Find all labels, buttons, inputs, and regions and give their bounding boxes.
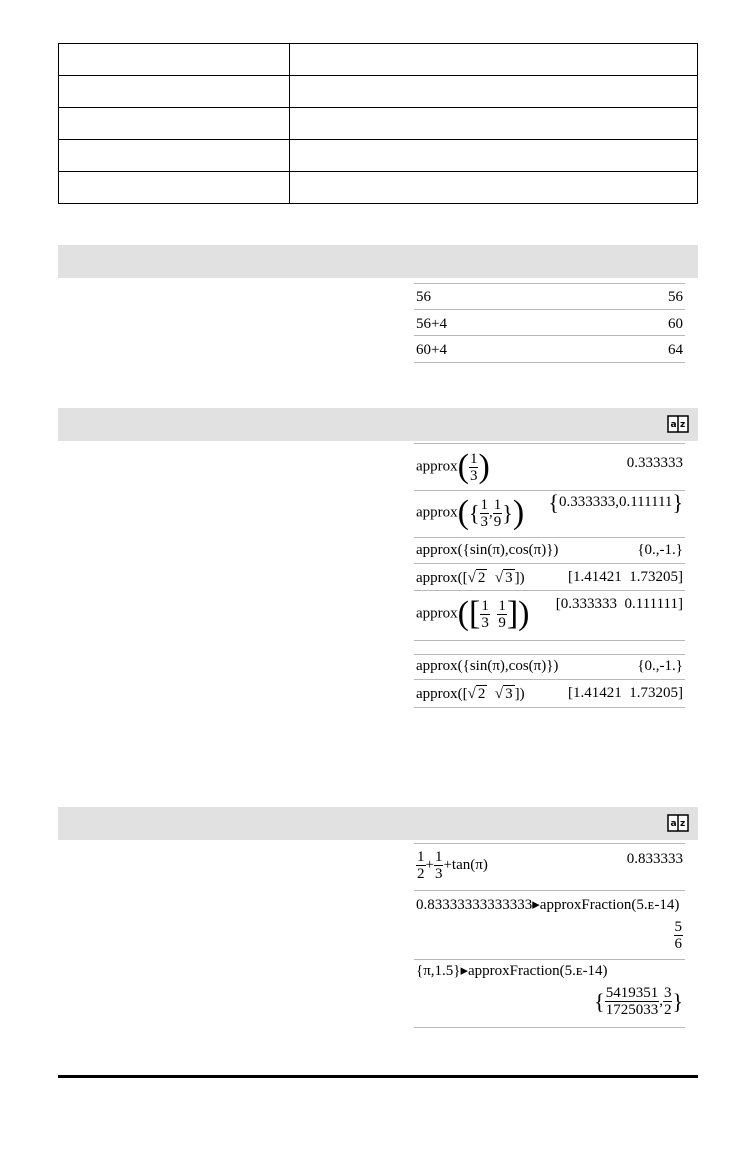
footer-rule — [58, 1075, 698, 1078]
entry-output: {0.,-1.} — [637, 542, 683, 558]
table-cell — [59, 172, 290, 204]
divider — [414, 640, 685, 641]
divider — [414, 890, 685, 891]
entry-output: [1.41421 1.73205] — [568, 569, 683, 585]
divider — [414, 959, 685, 960]
divider — [414, 654, 685, 655]
svg-text:z: z — [680, 819, 686, 829]
entry-output: [0.333333 0.111111] — [555, 596, 683, 612]
section-header-bar — [58, 408, 698, 441]
history-row: approx({ $\frac{1}{3}$ , $\frac{1}{9}$ }) {0.333333,0.111111} — [416, 490, 683, 531]
divider — [414, 309, 685, 310]
table-cell — [290, 76, 698, 108]
svg-text:z: z — [680, 420, 686, 430]
table-cell — [59, 140, 290, 172]
history-row: approx([ $\frac{1}{3}$ $\frac{1}{9}$ ]) [0.333333 0.111111] — [416, 595, 683, 632]
table-row — [59, 172, 698, 204]
entry-output: $\frac{5}{6}$ — [674, 919, 682, 952]
section-header-bar — [58, 807, 698, 840]
divider — [414, 362, 685, 363]
divider — [414, 537, 685, 538]
entry-input: 56+4 — [416, 316, 447, 332]
entry-input: 60+4 — [416, 342, 447, 358]
table-row — [59, 140, 698, 172]
divider — [414, 843, 685, 844]
entry-output: {0.333333,0.111111} — [548, 490, 683, 516]
table-cell — [290, 44, 698, 76]
entry-output: { $\frac{5419351}{1725033}$ , $\frac{3}{2}$ } — [594, 985, 683, 1018]
entry-output: 60 — [668, 316, 683, 332]
table-cell — [59, 76, 290, 108]
entry-output: 56 — [668, 289, 683, 305]
svg-text:a: a — [670, 819, 677, 829]
entry-output: {0.,-1.} — [637, 658, 683, 674]
history-row: $\frac{1}{2}$ + $\frac{1}{3}$ +tan(π) 0.833333 — [417, 849, 683, 882]
divider — [414, 283, 685, 284]
table-row — [59, 76, 698, 108]
table-cell — [59, 44, 290, 76]
table-cell — [290, 108, 698, 140]
catalog-book-icon — [667, 813, 689, 833]
divider — [414, 335, 685, 336]
entry-input: approx({sin(π),cos(π)}) — [416, 542, 559, 558]
function-name: approx — [416, 458, 458, 475]
table-cell — [59, 108, 290, 140]
table-row — [59, 108, 698, 140]
section-header-bar — [58, 245, 698, 278]
divider — [414, 707, 685, 708]
entry-output: 0.333333 — [626, 455, 683, 471]
entry-input: 56 — [416, 289, 431, 305]
history-row: 0.83333333333333▸approxFraction(5.ᴇ-14) $\frac{5}{6}$ — [416, 897, 682, 952]
divider — [414, 679, 685, 680]
history-row: approx( $\frac{1}{3}$ ) 0.333333 — [416, 448, 683, 485]
divider — [414, 590, 685, 591]
catalog-book-icon — [667, 414, 689, 434]
divider — [414, 1027, 685, 1028]
table-cell — [290, 172, 698, 204]
divider — [414, 443, 685, 444]
entry-input: approx({sin(π),cos(π)}) — [416, 658, 559, 674]
table-cell — [290, 140, 698, 172]
entry-output: 64 — [668, 342, 683, 358]
svg-text:a: a — [670, 420, 677, 430]
history-row: {π,1.5}▸approxFraction(5.ᴇ-14) { $\frac{5419351}{1725033}$ , $\frac{3}{2}$ } — [416, 963, 683, 1018]
header-table — [58, 43, 698, 204]
fraction: $\frac{1}{3}$ — [469, 450, 478, 484]
divider — [414, 563, 685, 564]
entry-output: 0.833333 — [626, 851, 683, 867]
entry-output: [1.41421 1.73205] — [568, 685, 683, 701]
table-row — [59, 44, 698, 76]
